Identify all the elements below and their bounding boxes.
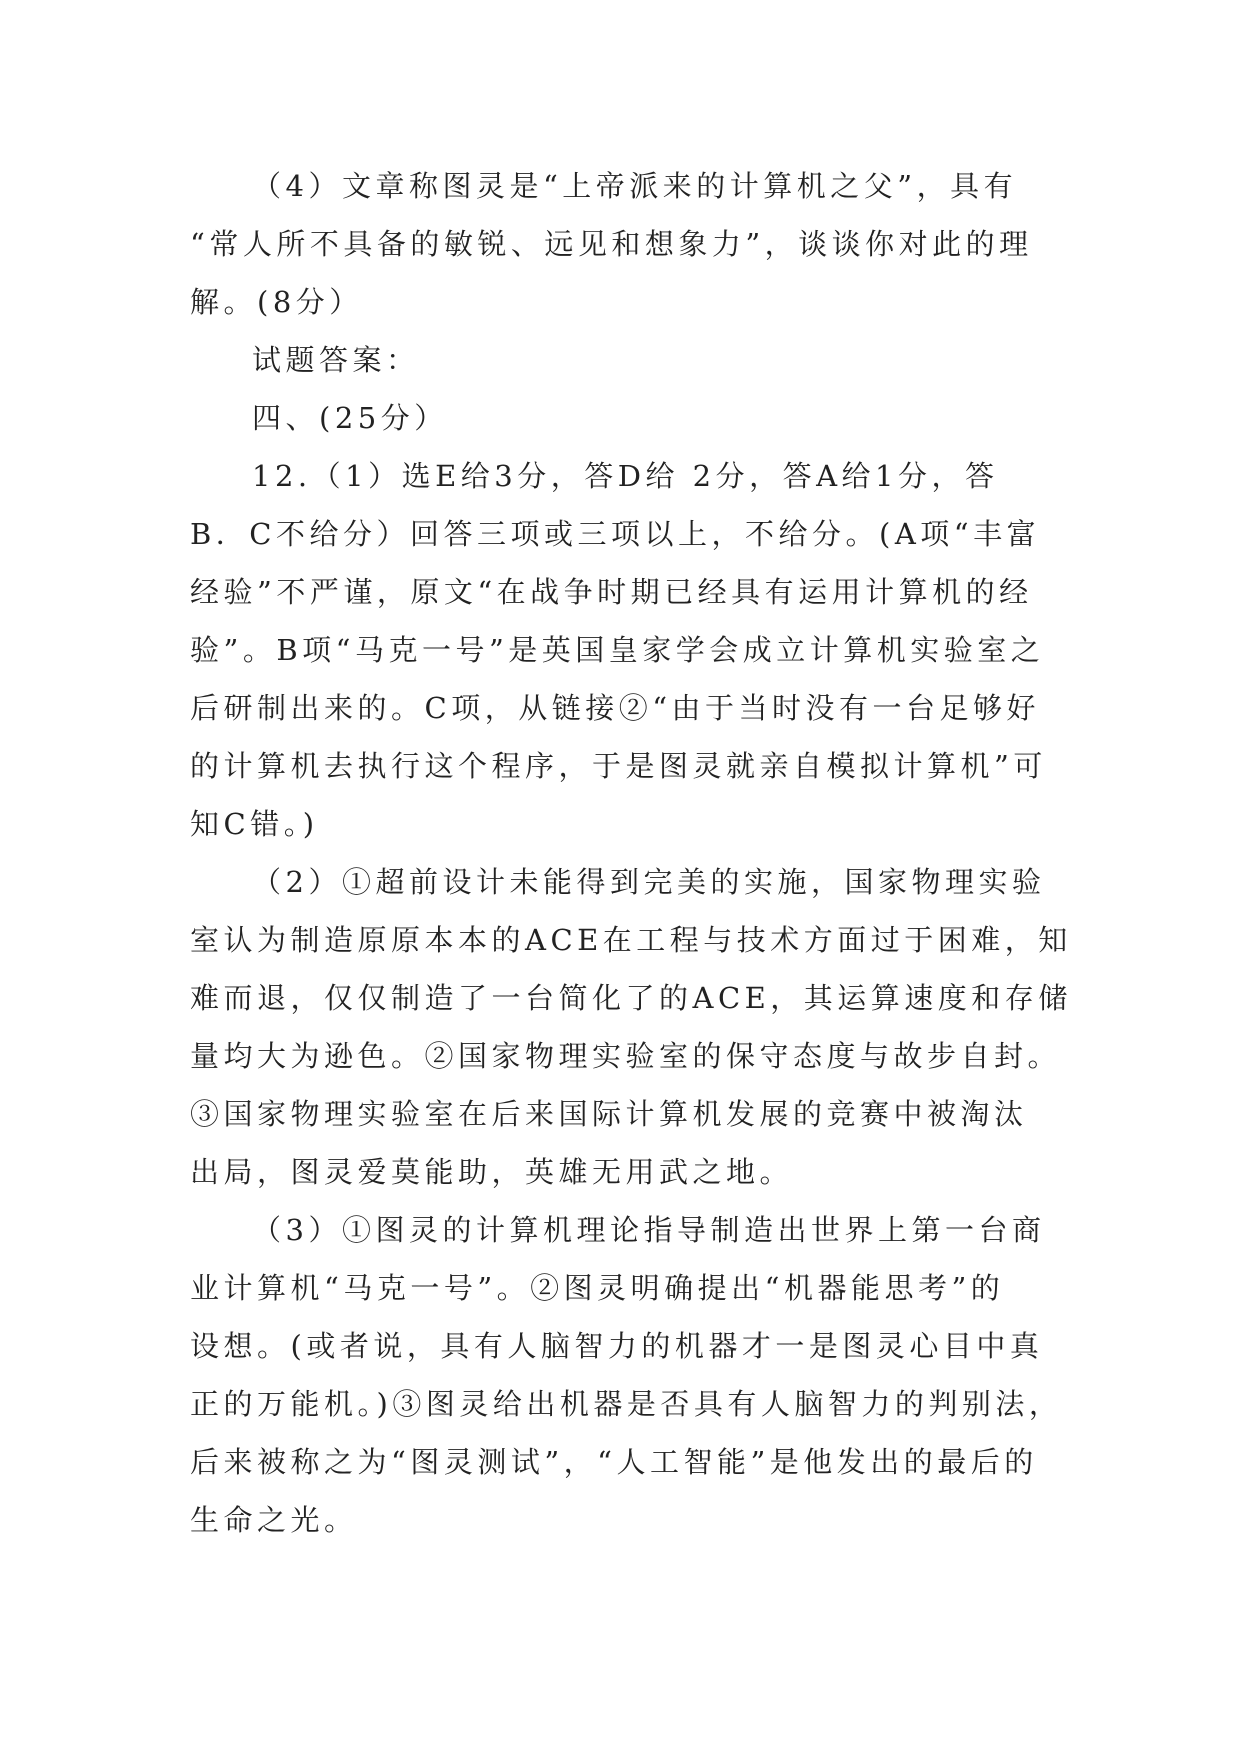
text-line: B．C不给分）回答三项或三项以上，不给分。(A项“丰富 [190,517,1041,551]
text-line: 后来被称之为“图灵测试”，“人工智能”是他发出的最后的 [190,1445,1038,1479]
text-line: 业计算机“马克一号”。②图灵明确提出“机器能思考”的 [190,1271,1005,1305]
text-line: “常人所不具备的敏锐、远见和想象力”，谈谈你对此的理 [190,227,1033,261]
text-line: 经验”不严谨，原文“在战争时期已经具有运用计算机的经 [190,575,1033,609]
text-line: 正的万能机。)③图灵给出机器是否具有人脑智力的判别法， [190,1387,1063,1421]
text-line: 12.（1）选E给3分，答D给 2分，答A给1分，答 [252,459,999,493]
text-line: 验”。B项“马克一号”是英国皇家学会成立计算机实验室之 [190,633,1045,667]
document-page [190,157,1072,1549]
text-line: 设想。(或者说，具有人脑智力的机器才一是图灵心目中真 [190,1329,1044,1363]
text-line: （3）①图灵的计算机理论指导制造出世界上第一台商 [252,1213,1046,1247]
text-line: ③国家物理实验室在后来国际计算机发展的竞赛中被淘汰 [190,1097,1028,1131]
text-line: 知C错。) [190,807,319,841]
text-line: 出局，图灵爱莫能助，英雄无用武之地。 [190,1155,794,1189]
text-line: 生命之光。 [190,1503,358,1537]
text-line: 量均大为逊色。②国家物理实验室的保守态度与故步自封。 [190,1039,1062,1073]
text-line: （4）文章称图灵是“上帝派来的计算机之父”，具有 [252,169,1018,203]
text-line: 四、(25分） [252,401,448,435]
text-line: （2）①超前设计未能得到完美的实施，国家物理实验 [252,865,1046,899]
text-line: 室认为制造原原本本的ACE在工程与技术方面过于困难，知 [190,923,1072,957]
text-line: 难而退，仅仅制造了一台简化了的ACE，其运算速度和存储 [190,981,1072,1015]
text-line: 的计算机去执行这个程序，于是图灵就亲自模拟计算机”可 [190,749,1047,783]
text-line: 试题答案： [252,343,420,377]
text-line: 解。(8分） [190,285,363,319]
text-line: 后研制出来的。C项，从链接②“由于当时没有一台足够好 [190,691,1041,725]
